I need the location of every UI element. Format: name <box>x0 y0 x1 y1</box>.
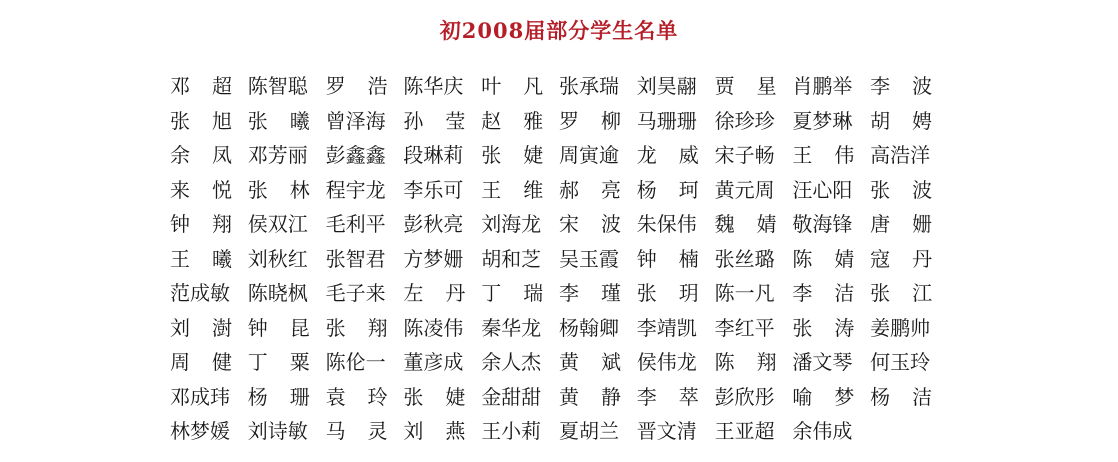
name-char: 陈 <box>792 246 813 271</box>
student-name <box>403 414 465 449</box>
student-name: 彭秋亮 <box>403 212 464 236</box>
name-char: 来 <box>170 177 190 202</box>
name-char: 静 <box>600 384 621 409</box>
student-name <box>559 345 621 380</box>
student-name: 晋文清 <box>636 419 697 443</box>
name-char: 喻 <box>792 384 813 409</box>
student-name <box>170 345 232 380</box>
name-char: 龙 <box>636 143 657 167</box>
name-char: 婕 <box>523 143 544 167</box>
student-name <box>248 311 310 346</box>
student-name: 陈一凡 <box>714 281 775 305</box>
student-name <box>715 69 777 104</box>
student-name <box>637 138 699 173</box>
name-char: 寇 <box>870 246 891 271</box>
student-name: 李靖凯 <box>636 315 697 340</box>
student-name: 彭鑫鑫 <box>325 143 386 167</box>
name-char: 张 <box>481 143 502 167</box>
student-name <box>715 345 777 380</box>
name-char: 李 <box>792 281 813 305</box>
student-name-list <box>170 69 948 449</box>
student-name: 张智君 <box>325 246 386 271</box>
name-char: 珂 <box>678 177 699 202</box>
name-char: 丁 <box>481 281 502 305</box>
name-char: 张 <box>247 177 268 202</box>
name-char: 洁 <box>912 384 933 409</box>
student-name: 陈智聪 <box>247 74 308 98</box>
name-char: 王 <box>170 246 190 271</box>
student-name: 彭欣彤 <box>714 384 775 409</box>
name-char: 黄 <box>558 384 579 409</box>
name-char: 玥 <box>678 281 699 305</box>
student-name: 毛利平 <box>325 212 386 236</box>
student-name: 刘海龙 <box>481 212 542 236</box>
student-name: 汪心阳 <box>792 177 853 202</box>
name-char: 杨 <box>636 177 657 202</box>
student-name: 刘秋红 <box>247 246 308 271</box>
student-name: 李乐可 <box>403 177 464 202</box>
student-name: 李红平 <box>714 315 775 340</box>
name-char: 罗 <box>558 108 579 133</box>
name-char: 旭 <box>212 108 232 133</box>
name-char: 丁 <box>247 350 268 374</box>
name-char: 涛 <box>834 315 855 340</box>
student-name <box>326 69 388 104</box>
student-name <box>481 276 543 311</box>
student-name <box>870 173 932 208</box>
student-name: 夏梦琳 <box>792 108 853 133</box>
student-name: 吴玉霞 <box>558 246 619 271</box>
student-name: 王亚超 <box>714 419 775 443</box>
name-char: 刘 <box>170 315 190 340</box>
name-char: 健 <box>212 350 232 374</box>
student-name <box>870 69 932 104</box>
student-name <box>326 311 388 346</box>
name-char: 雅 <box>523 108 544 133</box>
student-name <box>870 104 932 139</box>
student-name: 余伟成 <box>792 419 853 443</box>
name-char: 赵 <box>481 108 502 133</box>
name-char: 翔 <box>756 350 777 374</box>
name-char: 张 <box>870 177 891 202</box>
student-name: 夏胡兰 <box>558 419 619 443</box>
student-name <box>326 380 388 415</box>
student-name: 陈晓枫 <box>247 281 308 305</box>
name-char: 亮 <box>600 177 621 202</box>
student-name <box>792 311 854 346</box>
name-char: 星 <box>756 74 777 98</box>
name-char: 威 <box>678 143 699 167</box>
student-name <box>170 69 232 104</box>
name-char: 王 <box>481 177 502 202</box>
student-name <box>559 104 621 139</box>
student-name: 陈凌伟 <box>403 315 464 340</box>
name-char: 波 <box>600 212 621 236</box>
student-name <box>170 104 232 139</box>
name-char: 钟 <box>170 212 190 236</box>
student-name <box>715 207 777 242</box>
name-char: 洁 <box>834 281 855 305</box>
student-name <box>637 380 699 415</box>
name-char: 宋 <box>558 212 579 236</box>
student-name <box>170 311 232 346</box>
student-name <box>559 173 621 208</box>
student-name <box>170 173 232 208</box>
name-char: 珊 <box>289 384 310 409</box>
name-char: 李 <box>870 74 891 98</box>
student-name: 潘文琴 <box>792 350 853 374</box>
name-char: 贾 <box>714 74 735 98</box>
name-char: 燕 <box>445 419 466 443</box>
student-name <box>248 345 310 380</box>
name-char: 波 <box>912 177 933 202</box>
student-name: 方梦姗 <box>403 246 464 271</box>
name-char: 唐 <box>870 212 891 236</box>
student-name <box>481 138 543 173</box>
student-name: 曾泽海 <box>325 108 386 133</box>
student-name <box>559 207 621 242</box>
student-name <box>792 242 854 277</box>
name-char: 杨 <box>870 384 891 409</box>
student-name <box>170 138 232 173</box>
name-char: 王 <box>792 143 813 167</box>
name-char: 张 <box>170 108 190 133</box>
name-char: 浩 <box>367 74 388 98</box>
student-name <box>248 380 310 415</box>
student-name: 金甜甜 <box>481 384 542 409</box>
student-name <box>792 380 854 415</box>
name-char: 邓 <box>170 74 190 98</box>
name-char: 瑾 <box>600 281 621 305</box>
name-char: 余 <box>170 143 190 167</box>
name-char: 凤 <box>212 143 232 167</box>
name-char: 丹 <box>445 281 466 305</box>
student-name: 邓成玮 <box>170 384 230 409</box>
student-name: 肖鹏举 <box>792 74 853 98</box>
name-char: 莹 <box>445 108 466 133</box>
student-name <box>248 173 310 208</box>
name-char: 楠 <box>678 246 699 271</box>
name-char: 周 <box>170 350 190 374</box>
student-name: 杨翰卿 <box>558 315 619 340</box>
name-char: 胡 <box>870 108 891 133</box>
student-name: 刘诗敏 <box>247 419 308 443</box>
name-char: 李 <box>636 384 657 409</box>
student-name <box>792 138 854 173</box>
name-char: 维 <box>523 177 544 202</box>
student-name <box>559 276 621 311</box>
name-char: 波 <box>912 74 933 98</box>
student-name: 侯双江 <box>247 212 308 236</box>
name-char: 澍 <box>212 315 232 340</box>
name-char: 丹 <box>912 246 933 271</box>
student-name: 黄元周 <box>714 177 775 202</box>
name-char: 曦 <box>212 246 232 271</box>
student-name: 敬海锋 <box>792 212 853 236</box>
name-char: 张 <box>403 384 424 409</box>
student-name <box>637 276 699 311</box>
name-char: 瑞 <box>523 281 544 305</box>
student-name: 张承瑞 <box>558 74 619 98</box>
name-char: 郝 <box>558 177 579 202</box>
name-char: 马 <box>325 419 346 443</box>
name-char: 张 <box>636 281 657 305</box>
name-char: 超 <box>212 74 232 98</box>
student-name <box>170 242 232 277</box>
student-name <box>637 173 699 208</box>
student-name: 陈伦一 <box>325 350 386 374</box>
student-name <box>870 207 932 242</box>
name-char: 黄 <box>558 350 579 374</box>
student-name <box>870 380 932 415</box>
name-char: 张 <box>870 281 891 305</box>
name-char: 斌 <box>600 350 621 374</box>
name-char: 昆 <box>289 315 310 340</box>
student-name: 陈华庆 <box>403 74 464 98</box>
name-char: 叶 <box>481 74 502 98</box>
name-char: 李 <box>558 281 579 305</box>
name-char: 张 <box>792 315 813 340</box>
name-char: 灵 <box>367 419 388 443</box>
name-char: 梦 <box>834 384 855 409</box>
name-char: 翔 <box>212 212 232 236</box>
student-name: 高浩洋 <box>870 143 931 167</box>
name-char: 玲 <box>367 384 388 409</box>
name-char: 林 <box>289 177 310 202</box>
student-name: 马珊珊 <box>636 108 697 133</box>
student-name <box>403 104 465 139</box>
student-name <box>792 276 854 311</box>
name-char: 魏 <box>714 212 735 236</box>
name-char: 萃 <box>678 384 699 409</box>
student-name: 段琳莉 <box>403 143 464 167</box>
student-name: 程宇龙 <box>325 177 386 202</box>
student-name: 林梦媛 <box>170 419 230 443</box>
name-char: 孙 <box>403 108 424 133</box>
student-name: 刘昊翮 <box>636 74 697 98</box>
student-name <box>481 173 543 208</box>
student-name: 王小莉 <box>481 419 542 443</box>
student-name: 何玉玲 <box>870 350 931 374</box>
name-char: 张 <box>325 315 346 340</box>
student-name <box>870 276 932 311</box>
name-char: 翔 <box>367 315 388 340</box>
name-char: 钟 <box>636 246 657 271</box>
student-name <box>403 380 465 415</box>
student-name: 徐珍珍 <box>714 108 775 133</box>
student-name: 胡和芝 <box>481 246 542 271</box>
student-name: 张丝璐 <box>714 246 775 271</box>
name-char: 姗 <box>912 212 933 236</box>
name-char: 曦 <box>289 108 310 133</box>
name-char: 江 <box>912 281 933 305</box>
student-name: 侯伟龙 <box>636 350 697 374</box>
student-name: 秦华龙 <box>481 315 542 340</box>
student-name: 毛子来 <box>325 281 386 305</box>
name-char: 杨 <box>247 384 268 409</box>
student-name: 姜鹏帅 <box>870 315 931 340</box>
name-char: 婧 <box>756 212 777 236</box>
name-char: 婕 <box>445 384 466 409</box>
name-char: 袁 <box>325 384 346 409</box>
student-name <box>559 380 621 415</box>
name-char: 伟 <box>834 143 855 167</box>
student-name <box>870 242 932 277</box>
name-char: 娉 <box>912 108 933 133</box>
name-char: 钟 <box>247 315 268 340</box>
student-name: 董彦成 <box>403 350 464 374</box>
name-char: 刘 <box>403 419 424 443</box>
page-title: 初2008届部分学生名单 <box>439 18 679 43</box>
student-name <box>326 414 388 449</box>
name-char: 婧 <box>834 246 855 271</box>
name-char: 陈 <box>714 350 735 374</box>
student-name: 范成敏 <box>170 281 230 305</box>
name-char: 粟 <box>289 350 310 374</box>
name-char: 左 <box>403 281 424 305</box>
student-name: 周寅逾 <box>558 143 619 167</box>
student-name <box>481 104 543 139</box>
name-char: 凡 <box>523 74 544 98</box>
student-name <box>403 276 465 311</box>
student-name <box>637 242 699 277</box>
student-name <box>170 207 232 242</box>
name-char: 柳 <box>600 108 621 133</box>
student-name: 邓芳丽 <box>247 143 308 167</box>
student-name: 宋子畅 <box>714 143 775 167</box>
name-char: 悦 <box>212 177 232 202</box>
student-name: 朱保伟 <box>636 212 697 236</box>
name-char: 张 <box>247 108 268 133</box>
student-name <box>481 69 543 104</box>
name-char: 罗 <box>325 74 346 98</box>
student-name <box>248 104 310 139</box>
student-name: 余人杰 <box>481 350 542 374</box>
